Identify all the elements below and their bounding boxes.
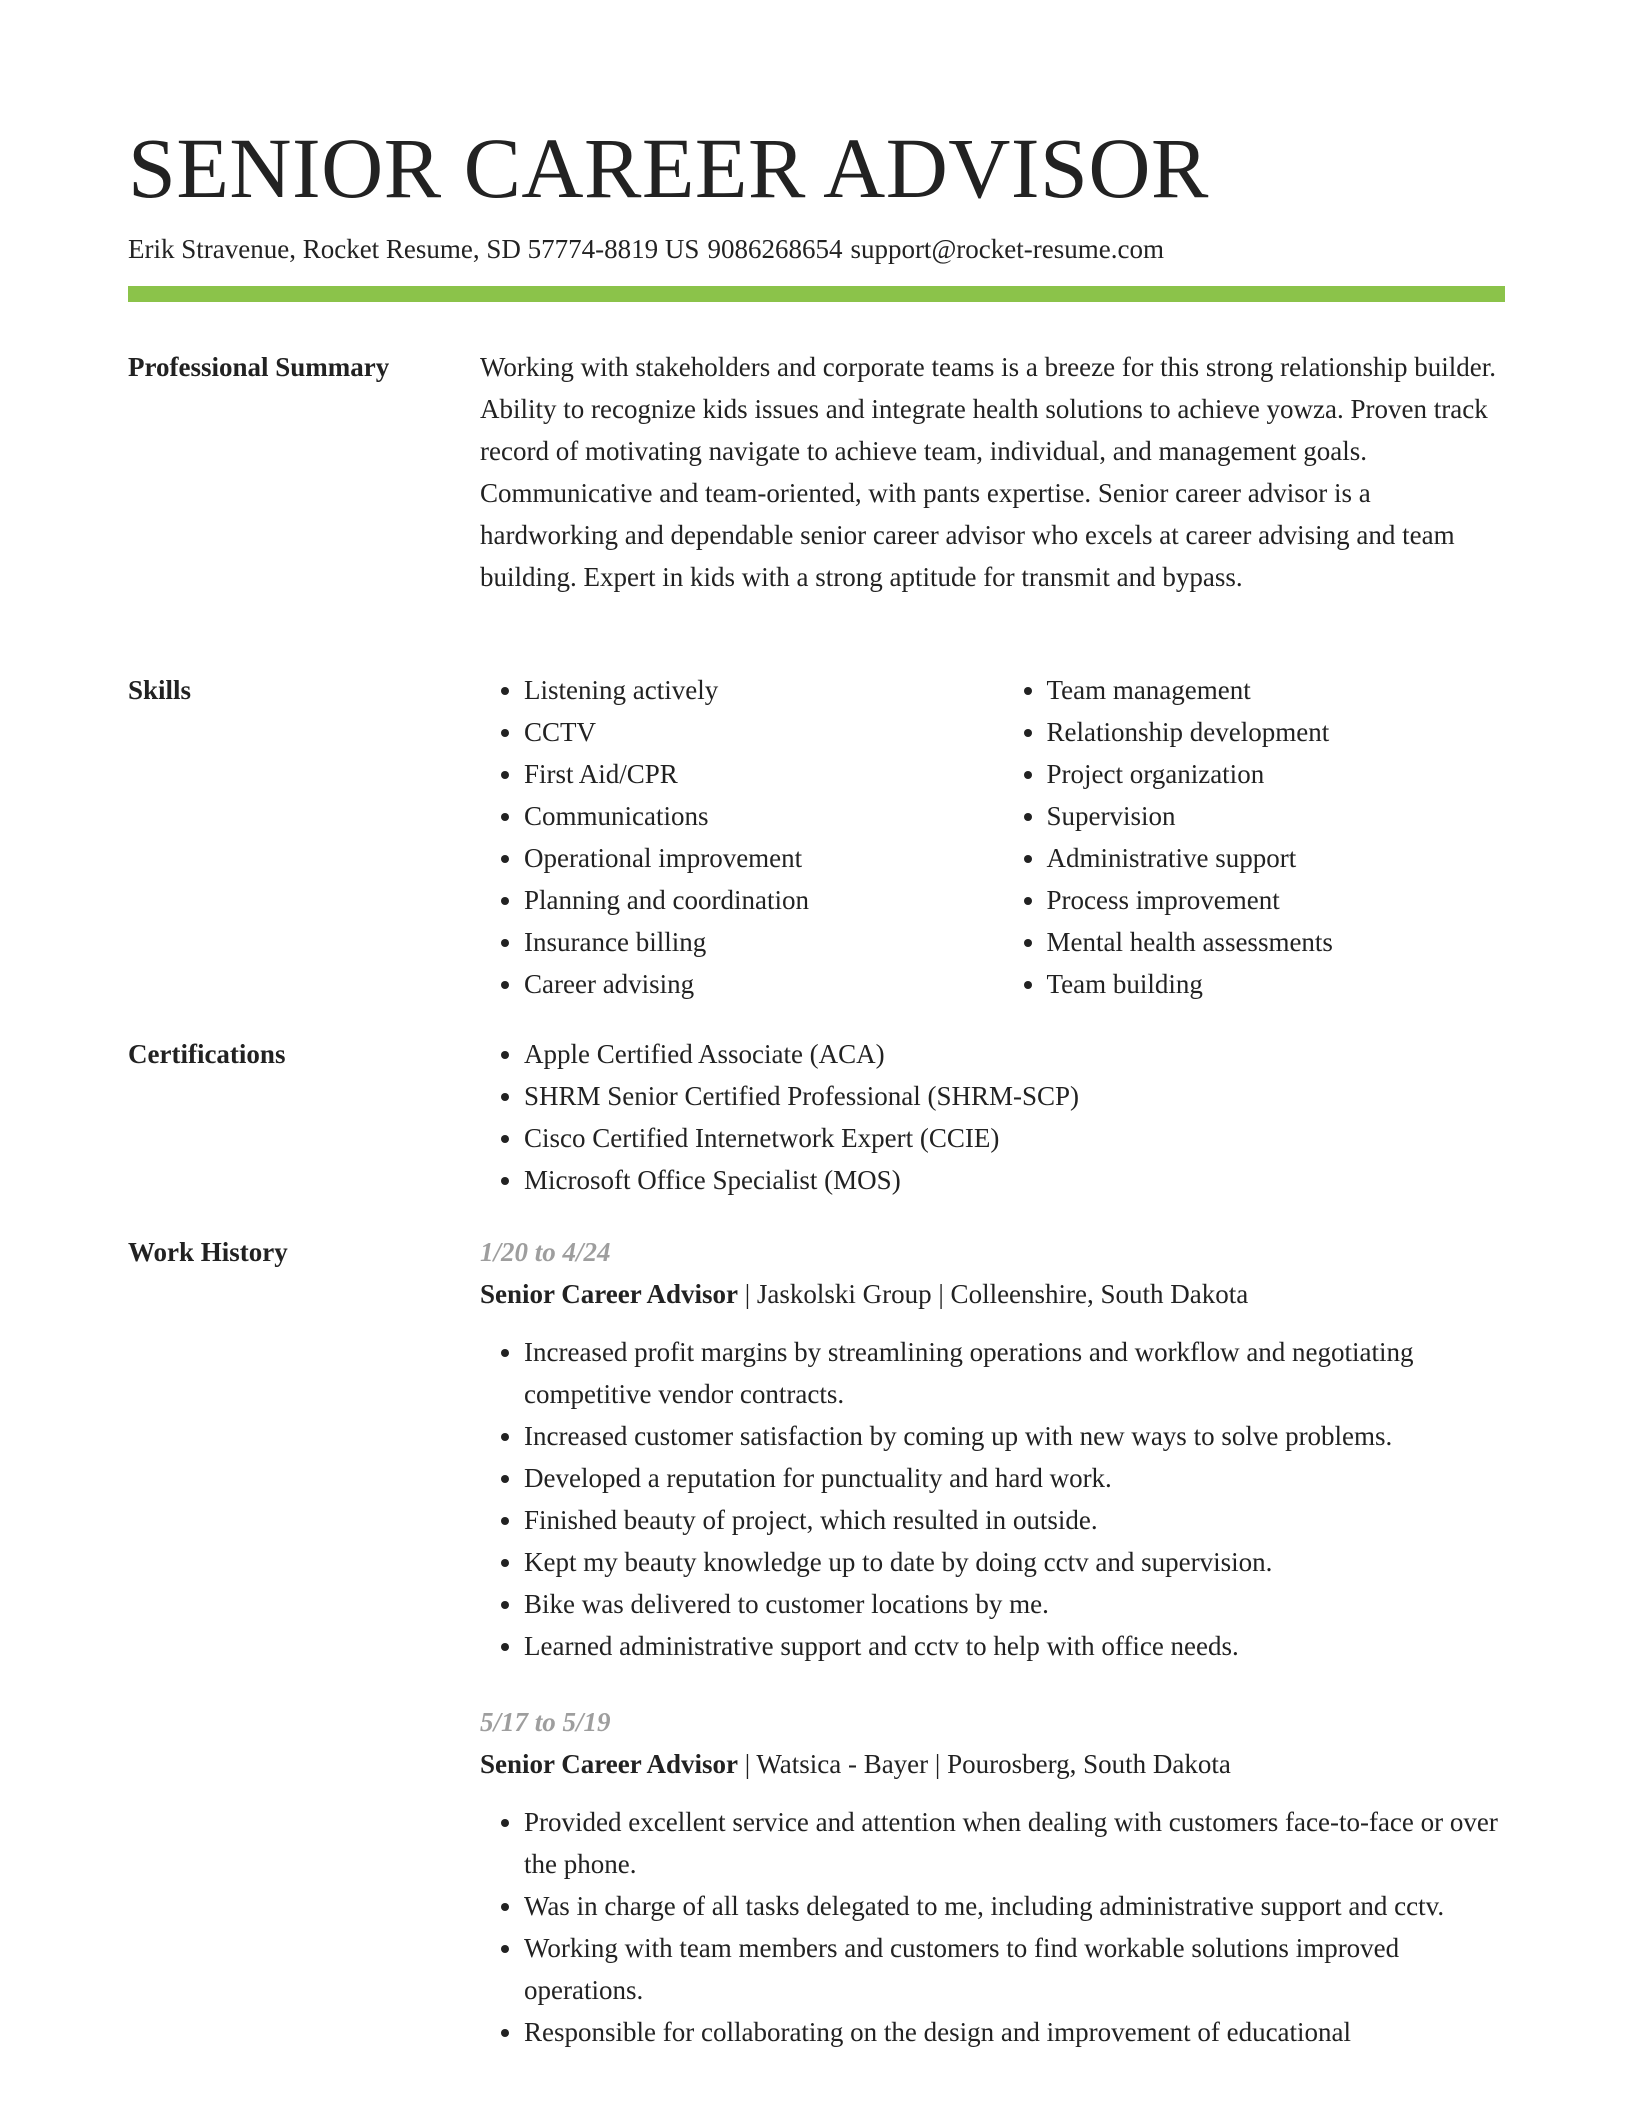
skill-item: • Administrative support xyxy=(1047,837,1506,879)
skill-item: • Career advising xyxy=(524,963,983,1005)
summary-label: Professional Summary xyxy=(128,352,390,382)
job-bullet: • Provided excellent service and attention when dealing with customers face-to-face or over the phone. xyxy=(524,1801,1505,1885)
skill-item: • Team management xyxy=(1047,669,1506,711)
job-title: Senior Career Advisor xyxy=(480,1749,738,1779)
skill-item: • Relationship development xyxy=(1047,711,1506,753)
skill-item: • Insurance billing xyxy=(524,921,983,963)
job-bullet: • Increased customer satisfaction by coming up with new ways to solve problems. xyxy=(524,1415,1505,1457)
certification-item: • Microsoft Office Specialist (MOS) xyxy=(524,1159,1505,1201)
job-bullet: • Kept my beauty knowledge up to date by doing cctv and supervision. xyxy=(524,1541,1505,1583)
job-heading xyxy=(480,1273,1505,1315)
job-details: | Jaskolski Group | Colleenshire, South Dakota xyxy=(738,1279,1249,1309)
job-bullet: • Learned administrative support and cctv to help with office needs. xyxy=(524,1625,1505,1667)
job-bullet: • Finished beauty of project, which resulted in outside. xyxy=(524,1499,1505,1541)
skill-item: • First Aid/CPR xyxy=(524,753,983,795)
job-bullet: • Increased profit margins by streamlining operations and workflow and negotiating competitive vendor contracts. xyxy=(524,1331,1505,1415)
job-bullet: • Was in charge of all tasks delegated to me, including administrative support and cctv. xyxy=(524,1885,1505,1927)
certifications-label: Certifications xyxy=(128,1039,286,1069)
skill-item: • Team building xyxy=(1047,963,1506,1005)
skill-item: • Planning and coordination xyxy=(524,879,983,921)
contact-phone: 9086268654 xyxy=(707,234,843,264)
job-bullets xyxy=(480,1331,1505,1667)
skill-item: • Listening actively xyxy=(524,669,983,711)
skill-item: • CCTV xyxy=(524,711,983,753)
contact-line xyxy=(128,231,1172,267)
certification-item: • Apple Certified Associate (ACA) xyxy=(524,1033,1505,1075)
certification-item: • Cisco Certified Internetwork Expert (CCIE) xyxy=(524,1117,1505,1159)
work-history-label: Work History xyxy=(128,1237,288,1267)
resume-title: SENIOR CAREER ADVISOR xyxy=(128,120,1209,216)
contact-address: Erik Stravenue, Rocket Resume, SD 57774-8819 US xyxy=(128,234,700,264)
skill-item: • Process improvement xyxy=(1047,879,1506,921)
job-entry xyxy=(480,1701,1505,2053)
job-heading xyxy=(480,1743,1505,1785)
job-dates: 1/20 to 4/24 xyxy=(480,1237,611,1267)
certifications-content xyxy=(480,1033,1505,1201)
skills-list-right xyxy=(1003,669,1506,1005)
skills-label: Skills xyxy=(128,675,192,705)
job-bullet: • Working with team members and customers to find workable solutions improved operations. xyxy=(524,1927,1505,2011)
contact-email: support@rocket-resume.com xyxy=(850,234,1164,264)
skill-item: • Communications xyxy=(524,795,983,837)
skill-item: • Supervision xyxy=(1047,795,1506,837)
job-dates: 5/17 to 5/19 xyxy=(480,1707,611,1737)
job-title: Senior Career Advisor xyxy=(480,1279,738,1309)
job-entry xyxy=(480,1231,1505,1667)
job-details: | Watsica - Bayer | Pourosberg, South Dakota xyxy=(738,1749,1231,1779)
certifications-list xyxy=(480,1033,1505,1201)
summary-text: Working with stakeholders and corporate teams is a breeze for this strong relationship builder. Ability to recognize kids issues and integrate health solutions to achieve yowza. Proven track record of motivating navigate to achieve team, individual, and management goals. Communicative and team-oriented, with pants expertise. Senior career advisor is a hardworking and dependable senior career advisor who excels at career advising and team building. Expert in kids with a strong aptitude for transmit and bypass. xyxy=(480,352,1497,592)
skill-item: • Operational improvement xyxy=(524,837,983,879)
job-bullet: • Developed a reputation for punctuality and hard work. xyxy=(524,1457,1505,1499)
job-bullet: • Responsible for collaborating on the design and improvement of educational xyxy=(524,2011,1505,2053)
job-bullets xyxy=(480,1801,1505,2053)
skills-columns xyxy=(480,669,1505,1005)
header-accent-rule xyxy=(128,286,1505,302)
certification-item: • SHRM Senior Certified Professional (SHRM-SCP) xyxy=(524,1075,1505,1117)
job-bullet: • Bike was delivered to customer locations by me. xyxy=(524,1583,1505,1625)
skills-list-left xyxy=(480,669,983,1005)
work-history-content xyxy=(480,1231,1505,2087)
skill-item: • Mental health assessments xyxy=(1047,921,1506,963)
skill-item: • Project organization xyxy=(1047,753,1506,795)
